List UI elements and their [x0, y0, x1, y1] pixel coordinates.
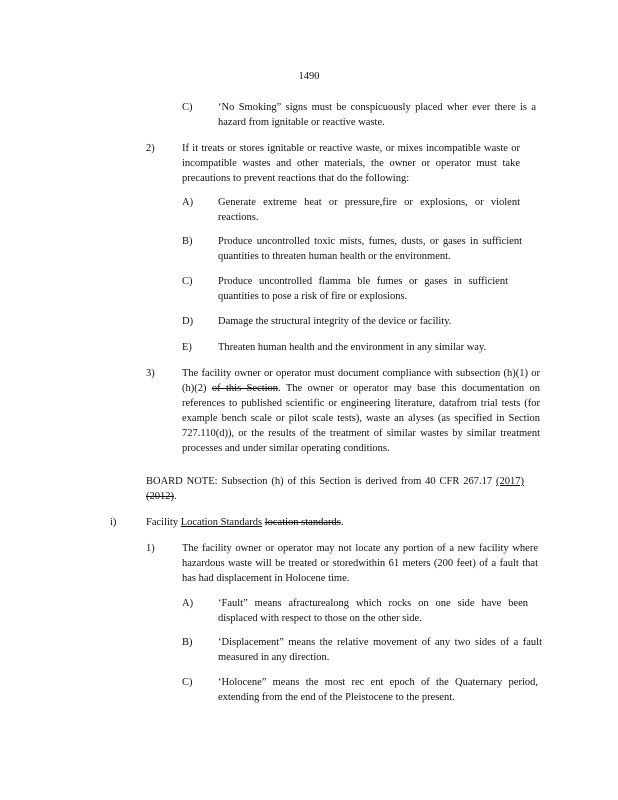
item-label-a: A): [182, 197, 194, 208]
item-text-flammable: Produce uncontrolled flamma ble fumes or gases in sufficient quantities to pose a risk of fire or explosions.: [218, 276, 508, 302]
item-text-heat: Generate extreme heat or pressure,fire or explosions, or violent reactions.: [218, 197, 520, 223]
item-label-d: D): [182, 316, 194, 327]
item-label-2: 2): [146, 143, 155, 154]
item-text-precautions: If it treats or stores ignitable or reactive waste, or mixes incompatible waste or incompatible wastes and other materials, the owner or operator must take precautions to prevent reactions that do the following:: [182, 143, 520, 184]
underlined-heading: Location Standards: [180, 517, 263, 528]
item-label-c2: C): [182, 276, 193, 287]
item-label-3: 3): [146, 368, 155, 379]
item-label-b-displacement: B): [182, 637, 193, 648]
item-text-fault-distance: The facility owner or operator may not locate any portion of a new facility where hazardous waste will be treated or storedwithin 61 meters (200 feet) of a fault that has had displacement in Holocene time.: [182, 543, 538, 584]
item-text-no-smoking: ‘No Smoking” signs must be conspicuously placed wher ever there is a hazard from ignitable or reactive waste.: [218, 102, 536, 128]
item-label-c: C): [182, 102, 193, 113]
board-note: BOARD NOTE: Subsection (h) of this Section is derived from 40 CFR 267.17 (2017) (2012).: [146, 476, 524, 502]
item-label-c-holocene: C): [182, 677, 193, 688]
item-label-b: B): [182, 236, 193, 247]
item-text-documentation: The facility owner or operator must document compliance with subsection (h)(1) or (h)(2) of this Section. The owner or operator may base this documentation on references to published scientific or engineering literature, datafrom trial tests (for example bench scale or pilot scale tests), waste an alyses (as specified in Section 727.110(d)), or the results of the treatment of similar wastes by similar treatment processes and under similar operating conditions.: [182, 368, 540, 454]
page-number: 1490: [298, 71, 320, 82]
item-label-e: E): [182, 342, 192, 353]
underlined-year: (2017): [496, 476, 524, 487]
struck-heading: location standards: [264, 517, 341, 528]
item-text-toxic: Produce uncontrolled toxic mists, fumes, dusts, or gases in sufficient quantities to threaten human health or the environment.: [218, 236, 522, 262]
item-text-fault: ‘Fault” means afracturealong which rocks on one side have been displaced with respect to those on the other side.: [218, 598, 528, 624]
item-label-1: 1): [146, 543, 155, 554]
item-label-a-fault: A): [182, 598, 194, 609]
item-label-i: i): [110, 517, 117, 528]
struck-year: (2012): [146, 491, 174, 502]
item-text-displacement: ‘Displacement” means the relative movement of any two sides of a fault measured in any direction.: [218, 637, 542, 663]
item-text-damage: Damage the structural integrity of the device or facility.: [218, 316, 452, 327]
struck-text: of this Section: [211, 383, 279, 394]
item-text-holocene: ‘Holocene” means the most rec ent epoch of the Quaternary period, extending from the end of the Pleistocene to the present.: [218, 677, 538, 703]
section-heading-location: Facility Location Standards location standards.: [146, 517, 344, 528]
item-text-threaten: Threaten human health and the environment in any similar way.: [218, 342, 487, 353]
